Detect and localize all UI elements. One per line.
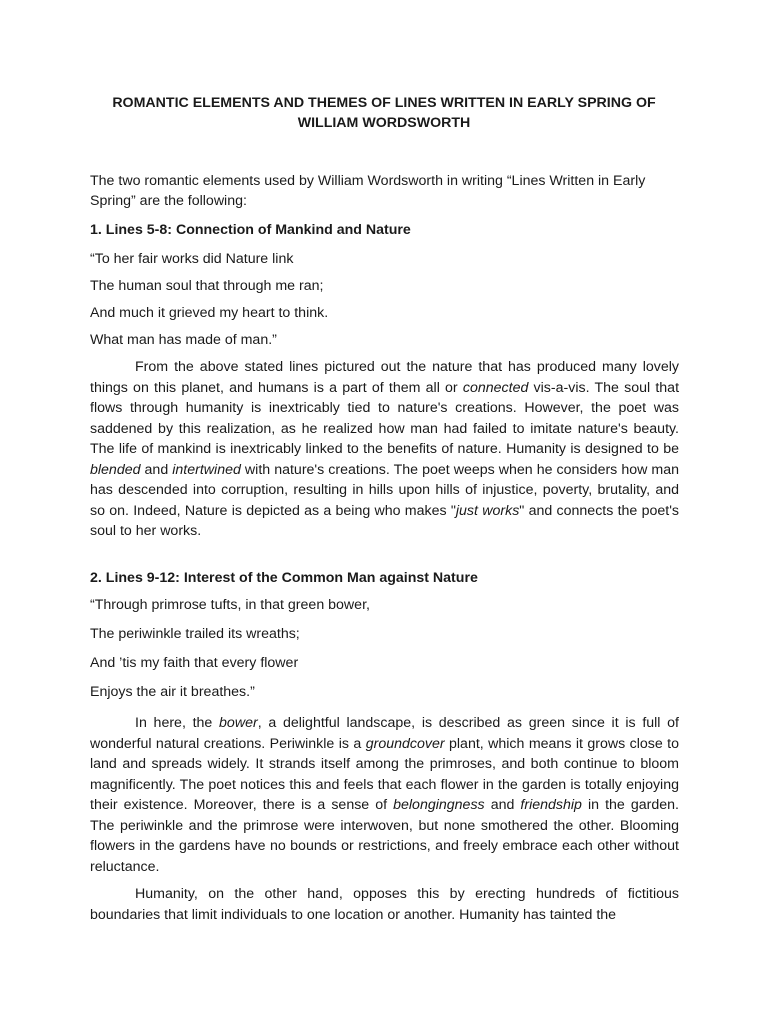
document-title-line-1: ROMANTIC ELEMENTS AND THEMES OF LINES WRITTEN IN EARLY SPRING OF xyxy=(112,95,656,111)
emphasis-text: belongingness xyxy=(393,797,485,813)
section-2-verse-line-3: And ’tis my faith that every flower xyxy=(90,655,299,671)
section-2-verse-line-1: “Through primrose tufts, in that green bower, xyxy=(90,597,370,613)
emphasis-text: blended xyxy=(90,461,141,478)
section-2-verse-line-2: The periwinkle trailed its wreaths; xyxy=(90,626,300,642)
emphasis-text: friendship xyxy=(520,797,582,813)
paragraph-text: with nature's creations. The poet weeps when he considers how man has descended into corruption, resulting in hills upon hills of injustice, poverty, brutality, and so on. Indeed, Nature is depicted as a being who makes " xyxy=(90,461,679,519)
paragraph-text: , a delightful landscape, is described as green since it is full of wonderful natural creations. Periwinkle is a xyxy=(90,715,679,752)
paragraph-text: " and connects the poet's soul to her works. xyxy=(90,502,679,539)
paragraph-text: and xyxy=(140,461,173,478)
emphasis-text: connected xyxy=(462,379,529,396)
section-2-heading: 2. Lines 9-12: Interest of the Common Man against Nature xyxy=(90,570,478,586)
paragraph-text: In here, the xyxy=(135,715,220,731)
intro-line-2: Spring” are the following: xyxy=(90,193,247,209)
emphasis-text: intertwined xyxy=(172,461,241,478)
intro-line-1: The two romantic elements used by William Wordsworth in writing “Lines Written in Early xyxy=(90,173,646,189)
section-1-verse-line-1: “To her fair works did Nature link xyxy=(90,251,294,267)
section-1-paragraph xyxy=(90,357,679,542)
paragraph-text: and xyxy=(484,797,521,813)
section-2-verse-line-4: Enjoys the air it breathes.” xyxy=(90,684,255,700)
paragraph-text: in the garden. The periwinkle and the primrose were interwoven, but none smothered the other. Blooming flowers in the gardens have no bounds or restrictions, and freely embrace each other without reluctance. xyxy=(90,797,679,875)
section-1-verse-line-3: And much it grieved my heart to think. xyxy=(90,305,329,321)
section-1-verse-line-4: What man has made of man.” xyxy=(90,332,277,348)
document-title-line-2: WILLIAM WORDSWORTH xyxy=(297,115,471,131)
section-2-paragraph-1 xyxy=(90,713,679,877)
emphasis-text: just works xyxy=(455,502,520,519)
section-2-paragraph-2: Humanity, on the other hand, opposes this by erecting hundreds of fictitious boundaries that limit individuals to one location or another. Humanity has tainted the xyxy=(90,886,679,923)
section-1-verse-line-2: The human soul that through me ran; xyxy=(90,278,324,294)
paragraph-text: vis-a-vis. The soul that flows through humanity is inextricably tied to nature's creations. However, the poet was saddened by this realization, as he realized how man had failed to imitate nature's beauty. The life of mankind is inextricably linked to the benefits of nature. Humanity is designed to be xyxy=(90,379,680,457)
paragraph-text: plant, which means it grows close to land and spreads widely. It strands itself among the primroses, and both continue to bloom magnificently. The poet notices this and feels that each flower in the garden is totally enjoying their existence. Moreover, there is a sense of xyxy=(90,735,679,813)
paragraph-text: From the above stated lines pictured out the nature that has produced many lovely things on this planet, and humans is a part of them all or xyxy=(90,359,679,396)
emphasis-text: bower xyxy=(219,715,258,731)
emphasis-text: groundcover xyxy=(365,735,445,752)
section-1-heading: 1. Lines 5-8: Connection of Mankind and Nature xyxy=(90,222,411,238)
